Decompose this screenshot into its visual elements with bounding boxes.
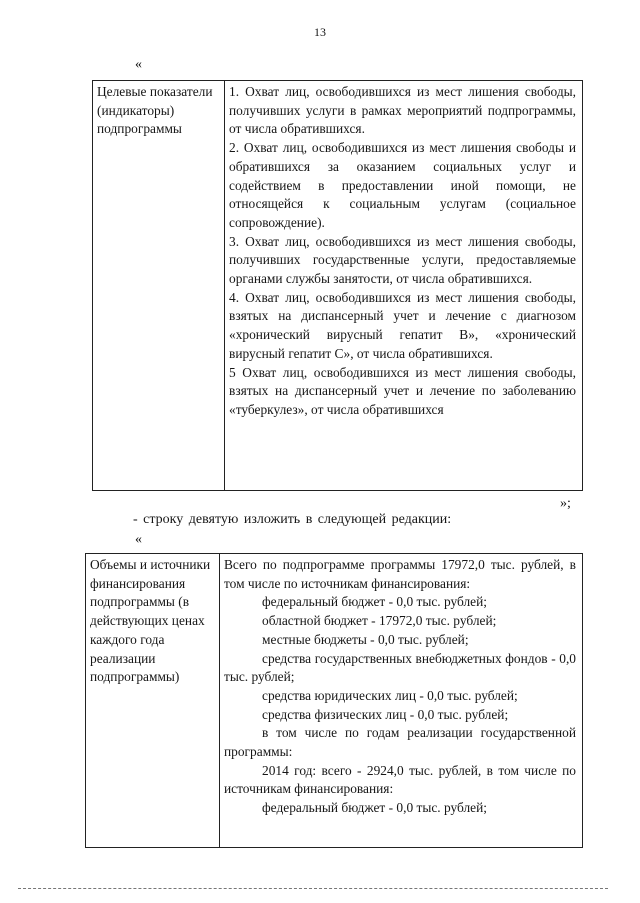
page-number: 13 [314,25,326,39]
indicators-label-cell [93,81,225,491]
financing-year-2014: 2014 год: всего - 2924,0 тыс. рублей, в том числе по источникам финансирования: [224,762,576,797]
financing-extrabudget: средства государственных внебюджетных фондов - 0,0 тыс. рублей; [224,650,576,685]
financing-total: Всего по подпрограмме программы 17972,0 тыс. рублей, в том числе по источникам финансирования: [224,557,576,591]
indicator-item-4: 4. Охват лиц, освободившихся из мест лишения свободы, взятых на диспансерный учет и лечение с диагнозом «хронический вирусный гепатит В», «хронический вирусный гепатит С», от числа обратившихся. [229,289,576,361]
financing-label-cell [86,554,220,848]
indicators-content-cell [225,81,583,491]
scan-edge-line [18,888,608,889]
financing-federal-2014: федеральный бюджет - 0,0 тыс. рублей; [262,800,487,816]
target-indicators-table [92,80,583,491]
financing-content-cell [220,554,583,848]
financing-legal: средства юридических лиц - 0,0 тыс. рублей; [262,687,518,703]
financing-regional: областной бюджет - 17972,0 тыс. рублей; [262,613,497,629]
open-quote-2: « [135,532,142,547]
financing-local: местные бюджеты - 0,0 тыс. рублей; [262,631,469,647]
financing-federal: федеральный бюджет - 0,0 тыс. рублей; [262,594,487,610]
edit-instruction: - строку девятую изложить в следующей редакции: [133,512,452,527]
indicators-label: Целевые показатели (индикаторы) подпрограммы [97,84,213,137]
close-quote: »; [560,496,571,511]
financing-label: Объемы и источники финансирования подпрограммы (в действующих ценах каждого года реализации подпрограммы) [90,557,211,685]
indicator-item-1: 1. Охват лиц, освободившихся из мест лишения свободы, получивших услуги в рамках мероприятий подпрограммы, от числа обратившихся. [229,84,576,137]
indicator-item-2: 2. Охват лиц, освободившихся из мест лишения свободы и обратившихся за оказанием социальных услуг и содействием в предоставлении иной помощи, не относящейся к социальным услугам (социальное сопровождение). [229,140,576,230]
financing-by-years: в том числе по годам реализации государственной программы: [224,725,576,760]
indicator-item-3: 3. Охват лиц, освободившихся из мест лишения свободы, получивших государственные услуги, предоставляемые органами службы занятости, от числа обратившихся. [229,233,576,287]
open-quote-1: « [135,57,142,72]
financing-table [85,553,583,848]
indicator-item-5: 5 Охват лиц, освободившихся из мест лишения свободы, взятых на диспансерный учет и лечение по заболеванию «туберкулез», от числа обратившихся [229,364,576,417]
financing-individuals: средства физических лиц - 0,0 тыс. рублей; [262,706,509,722]
